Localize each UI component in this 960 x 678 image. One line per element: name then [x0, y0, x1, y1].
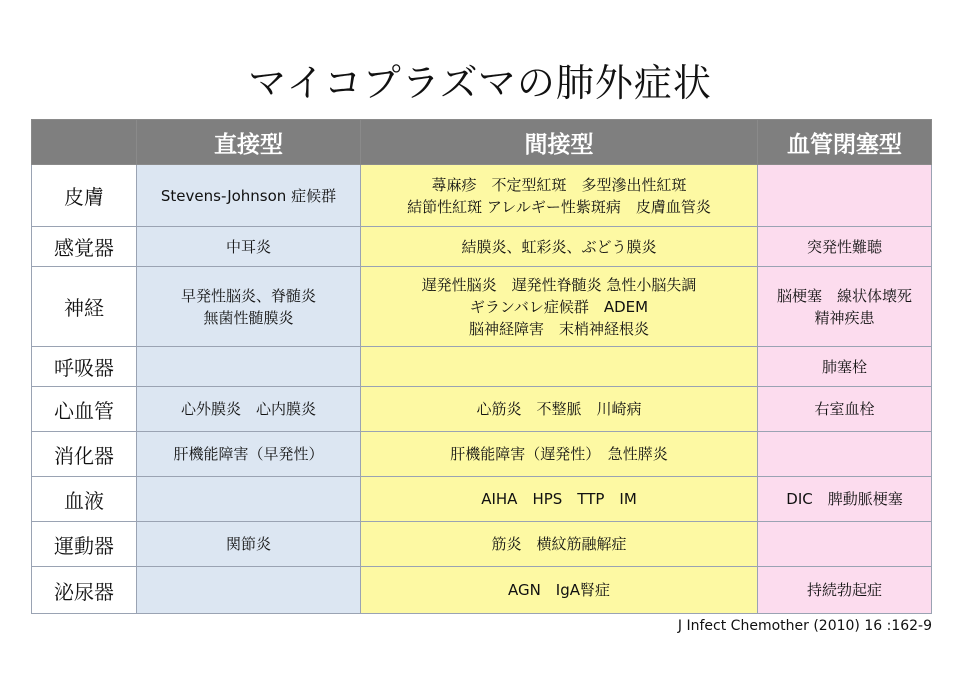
organ-label: 泌尿器 [32, 567, 137, 614]
organ-label: 呼吸器 [32, 347, 137, 387]
indirect-cell [361, 347, 758, 387]
table-header-row [32, 120, 932, 165]
vascular-cell [758, 567, 932, 614]
vascular-cell [758, 165, 932, 227]
page-title: マイコプラズマの肺外症状 [248, 61, 712, 105]
organ-label: 運動器 [32, 522, 137, 567]
organ-label: 血液 [32, 477, 137, 522]
symptom-text: 関節炎 [225, 535, 271, 553]
symptom-text: 心筋炎 不整脈 川崎病 [476, 400, 642, 418]
table-row [32, 387, 932, 432]
vascular-cell [758, 267, 932, 347]
symptom-text: 持続勃起症 [806, 581, 882, 599]
organ-label: 心血管 [32, 387, 137, 432]
indirect-cell [361, 227, 758, 267]
header-indirect: 間接型 [361, 120, 758, 165]
vascular-cell [758, 227, 932, 267]
symptom-text: 肝機能障害（遅発性） 急性膵炎 [450, 445, 668, 463]
table-row [32, 477, 932, 522]
table-row [32, 267, 932, 347]
organ-label: 感覚器 [32, 227, 137, 267]
symptom-text: 無菌性髄膜炎 [203, 308, 294, 327]
symptom-text: 脳神経障害 末梢神経根炎 [468, 319, 649, 338]
header-organ [32, 120, 137, 165]
organ-label: 消化器 [32, 432, 137, 477]
symptom-text: 精神疾患 [814, 308, 875, 327]
symptom-text: 突発性難聴 [806, 237, 882, 256]
table-row [32, 227, 932, 267]
symptom-text: 結節性紅斑 アレルギー性紫斑病 皮膚血管炎 [407, 197, 711, 216]
table-row [32, 432, 932, 477]
direct-cell [137, 227, 361, 267]
direct-cell [137, 347, 361, 387]
citation: J Infect Chemother (2010) 16 :162-9 [677, 618, 932, 634]
table-body [32, 165, 932, 614]
direct-cell [137, 522, 361, 567]
vascular-cell [758, 347, 932, 387]
symptom-text: 心外膜炎 心内膜炎 [180, 400, 316, 418]
organ-label: 皮膚 [32, 165, 137, 227]
symptom-text: AIHA HPS TTP IM [481, 490, 637, 508]
direct-cell [137, 567, 361, 614]
symptom-text: 早発性脳炎、脊髄炎 [180, 286, 316, 305]
symptom-text: 肺塞栓 [821, 357, 867, 376]
symptom-text: 肝機能障害（早発性） [173, 445, 324, 463]
symptom-text: DIC 脾動脈梗塞 [786, 490, 903, 508]
symptom-text: 結膜炎、虹彩炎、ぶどう膜炎 [461, 237, 657, 256]
table-row [32, 522, 932, 567]
symptom-text: 蕁麻疹 不定型紅斑 多型滲出性紅斑 [431, 175, 687, 194]
vascular-cell [758, 387, 932, 432]
direct-cell [137, 387, 361, 432]
header-vascular: 血管閉塞型 [758, 120, 932, 165]
indirect-cell [361, 387, 758, 432]
indirect-cell [361, 522, 758, 567]
header-direct: 直接型 [137, 120, 361, 165]
indirect-cell [361, 567, 758, 614]
symptom-text: Stevens-Johnson 症候群 [160, 186, 337, 205]
indirect-cell [361, 432, 758, 477]
symptom-text: ギランバレ症候群 ADEM [469, 297, 649, 316]
vascular-cell [758, 522, 932, 567]
direct-cell [137, 165, 361, 227]
table-row [32, 165, 932, 227]
table-row [32, 347, 932, 387]
organ-label: 神経 [32, 267, 137, 347]
symptom-table [31, 119, 932, 614]
vascular-cell [758, 477, 932, 522]
symptom-text: 脳梗塞 線状体壊死 [776, 286, 912, 305]
symptom-text: AGN IgA腎症 [507, 581, 611, 599]
direct-cell [137, 267, 361, 347]
indirect-cell [361, 477, 758, 522]
direct-cell [137, 432, 361, 477]
table-row [32, 567, 932, 614]
vascular-cell [758, 432, 932, 477]
symptom-text: 中耳炎 [225, 237, 271, 256]
direct-cell [137, 477, 361, 522]
symptom-text: 遅発性脳炎 遅発性脊髄炎 急性小脳失調 [421, 275, 697, 294]
symptom-text: 筋炎 横紋筋融解症 [491, 535, 627, 553]
symptom-text: 右室血栓 [814, 400, 875, 418]
indirect-cell [361, 165, 758, 227]
indirect-cell [361, 267, 758, 347]
